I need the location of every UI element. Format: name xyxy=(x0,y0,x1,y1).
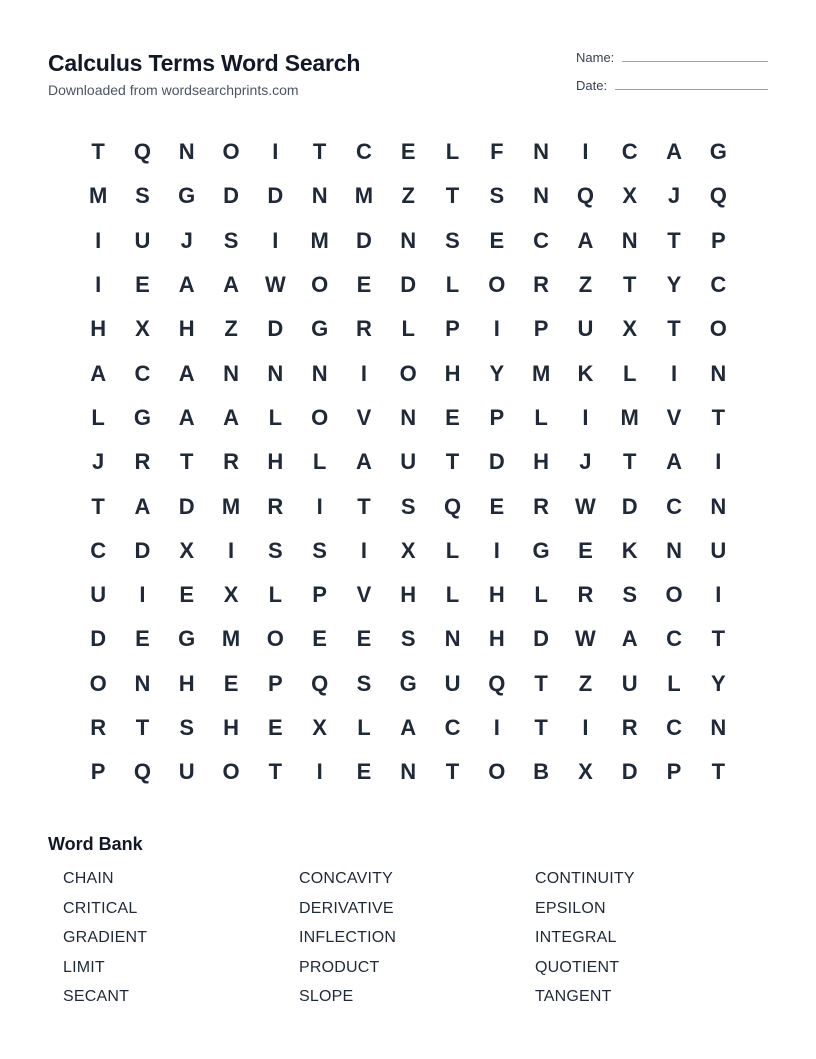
grid-cell: J xyxy=(180,227,193,253)
grid-cell: O xyxy=(311,404,329,430)
grid-cell: H xyxy=(400,582,417,608)
grid-cell: E xyxy=(400,139,416,165)
grid-cell: D xyxy=(178,493,195,519)
grid-cell: A xyxy=(134,493,151,519)
grid-cell: V xyxy=(356,404,372,430)
grid-cell: X xyxy=(622,183,638,209)
grid-cell: Q xyxy=(133,759,151,785)
grid-cell: R xyxy=(267,493,284,519)
grid-cell: T xyxy=(445,183,460,209)
grid-cell: U xyxy=(400,449,417,475)
grid-cell: R xyxy=(533,493,550,519)
grid-cell: K xyxy=(621,537,638,563)
grid-cell: L xyxy=(357,715,371,740)
grid-cell: T xyxy=(667,227,681,253)
grid-cell: D xyxy=(267,183,284,209)
word-bank-item: CHAIN xyxy=(63,870,114,887)
grid-cell: S xyxy=(622,582,638,608)
grid-cell: A xyxy=(223,404,239,430)
grid-cell: M xyxy=(88,183,108,209)
grid-cell: Z xyxy=(578,670,593,696)
word-bank-item: SECANT xyxy=(63,988,130,1006)
word-bank-item: QUOTIENT xyxy=(535,958,620,976)
grid-cell: R xyxy=(134,449,151,475)
grid-cell: N xyxy=(710,715,727,740)
grid-cell: V xyxy=(666,404,682,430)
grid-cell: U xyxy=(178,759,195,785)
grid-cell: H xyxy=(488,626,505,652)
grid-cell: O xyxy=(665,582,683,608)
grid-cell: L xyxy=(445,272,460,298)
grid-cell: D xyxy=(223,183,239,209)
grid-cell: D xyxy=(488,449,505,475)
grid-cell: L xyxy=(622,360,637,386)
grid-cell: O xyxy=(222,759,240,785)
grid-cell: T xyxy=(91,139,105,165)
grid-cell: O xyxy=(399,360,417,386)
word-bank-item: GRADIENT xyxy=(63,929,148,947)
grid-cell: N xyxy=(400,759,417,785)
grid-cell: T xyxy=(622,272,637,298)
grid-cell: C xyxy=(666,715,682,740)
grid-cell: E xyxy=(356,626,372,652)
grid-cell: G xyxy=(178,183,196,209)
grid-cell: T xyxy=(711,759,726,785)
grid-cell: P xyxy=(533,316,549,342)
grid-cell: H xyxy=(444,360,461,386)
grid-cell: Q xyxy=(709,183,727,209)
grid-cell: E xyxy=(489,493,505,519)
grid-cell: O xyxy=(311,272,329,298)
grid-cell: D xyxy=(400,272,417,298)
grid-cell: A xyxy=(666,449,682,475)
grid-cell: I xyxy=(582,715,589,740)
grid-cell: I xyxy=(360,537,367,563)
grid-cell: F xyxy=(490,139,504,165)
grid-cell: T xyxy=(135,715,150,740)
grid-cell: W xyxy=(575,493,596,519)
word-bank-item: CONCAVITY xyxy=(299,870,393,887)
grid-cell: H xyxy=(267,449,284,475)
grid-cell: U xyxy=(710,537,727,563)
grid-cell: E xyxy=(312,626,327,652)
grid-cell: Q xyxy=(443,493,462,519)
grid-cell: L xyxy=(312,449,327,475)
grid-cell: L xyxy=(445,139,460,165)
grid-cell: P xyxy=(312,582,327,608)
grid-cell: I xyxy=(316,759,323,785)
grid-cell: X xyxy=(223,582,239,608)
letter-grid xyxy=(76,130,740,794)
grid-cell: U xyxy=(134,227,151,253)
grid-cell: W xyxy=(575,626,596,652)
grid-cell: P xyxy=(267,670,283,696)
grid-cell: T xyxy=(711,404,726,430)
grid-cell: G xyxy=(532,537,550,563)
grid-cell: A xyxy=(400,715,417,740)
grid-cell: D xyxy=(134,537,151,563)
grid-cell: G xyxy=(399,670,417,696)
grid-cell: P xyxy=(666,759,682,785)
grid-cell: X xyxy=(179,537,195,563)
grid-cell: N xyxy=(311,183,328,209)
grid-cell: L xyxy=(401,316,415,342)
grid-cell: C xyxy=(666,493,682,519)
grid-cell: R xyxy=(355,316,372,342)
grid-cell: I xyxy=(582,139,589,165)
grid-cell: R xyxy=(223,449,239,475)
grid-cell: A xyxy=(178,272,195,298)
grid-cell: N xyxy=(621,227,638,253)
grid-cell: D xyxy=(621,493,638,519)
grid-cell: M xyxy=(310,227,329,253)
word-bank-item: SLOPE xyxy=(299,988,354,1006)
grid-cell: L xyxy=(534,582,548,608)
grid-cell: R xyxy=(90,715,107,740)
grid-cell: I xyxy=(139,582,146,608)
word-bank-item: INFLECTION xyxy=(299,929,397,947)
grid-cell: E xyxy=(135,272,150,298)
word-bank xyxy=(63,866,771,1014)
grid-cell: T xyxy=(445,759,460,785)
grid-cell: T xyxy=(534,670,548,696)
grid-cell: M xyxy=(354,183,374,209)
grid-cell: D xyxy=(267,316,284,342)
grid-cell: N xyxy=(444,626,461,652)
grid-cell: Z xyxy=(224,316,238,342)
grid-cell: Q xyxy=(576,183,594,209)
grid-cell: T xyxy=(312,139,327,165)
grid-cell: I xyxy=(95,227,102,253)
grid-cell: A xyxy=(666,139,682,165)
grid-cell: H xyxy=(488,582,505,608)
grid-cell: S xyxy=(223,227,239,253)
grid-cell: Q xyxy=(311,670,329,696)
grid-cell: T xyxy=(268,759,283,785)
grid-cell: C xyxy=(444,715,461,740)
grid-cell: O xyxy=(709,316,727,342)
page-title: Calculus Terms Word Search xyxy=(48,50,361,76)
grid-cell: P xyxy=(445,316,460,342)
grid-cell: H xyxy=(178,670,195,696)
grid-cell: Y xyxy=(710,670,726,696)
grid-cell: S xyxy=(445,227,460,253)
grid-cell: G xyxy=(311,316,329,342)
grid-cell: E xyxy=(223,670,239,696)
grid-cell: N xyxy=(134,670,151,696)
grid-cell: A xyxy=(621,626,638,652)
grid-cell: T xyxy=(622,449,637,475)
grid-cell: N xyxy=(533,183,550,209)
grid-cell: J xyxy=(92,449,105,475)
grid-cell: P xyxy=(489,404,505,430)
word-bank-item: LIMIT xyxy=(63,958,105,976)
name-label: Name: xyxy=(576,50,615,65)
grid-cell: N xyxy=(710,493,727,519)
grid-cell: Q xyxy=(488,670,506,696)
grid-cell: G xyxy=(178,626,196,652)
grid-cell: O xyxy=(488,759,506,785)
grid-cell: D xyxy=(533,626,550,652)
grid-cell: U xyxy=(90,582,107,608)
word-bank-item: INTEGRAL xyxy=(535,929,617,947)
date-line xyxy=(615,88,768,90)
grid-cell: I xyxy=(715,449,722,475)
grid-cell: J xyxy=(579,449,592,475)
grid-cell: X xyxy=(578,759,593,785)
grid-cell: Q xyxy=(133,139,151,165)
grid-cell: T xyxy=(445,449,460,475)
grid-cell: N xyxy=(178,139,195,165)
grid-cell: G xyxy=(133,404,151,430)
word-bank-item: TANGENT xyxy=(535,988,612,1006)
grid-cell: L xyxy=(445,537,460,563)
grid-cell: T xyxy=(667,316,681,342)
grid-cell: A xyxy=(355,449,372,475)
grid-cell: N xyxy=(533,139,550,165)
grid-cell: E xyxy=(135,626,150,652)
grid-cell: H xyxy=(223,715,239,740)
grid-cell: O xyxy=(266,626,284,652)
grid-cell: D xyxy=(621,759,638,785)
grid-cell: Z xyxy=(401,183,415,209)
grid-cell: Z xyxy=(578,272,593,298)
grid-cell: E xyxy=(356,759,372,785)
grid-cell: I xyxy=(715,582,722,608)
grid-cell: E xyxy=(489,227,505,253)
date-field xyxy=(576,78,768,93)
grid-cell: A xyxy=(577,227,594,253)
grid-cell: X xyxy=(622,316,638,342)
grid-cell: L xyxy=(268,404,283,430)
grid-cell: A xyxy=(223,272,239,298)
grid-cell: S xyxy=(489,183,505,209)
grid-cell: D xyxy=(90,626,107,652)
grid-cell: M xyxy=(221,626,241,652)
grid-cell: I xyxy=(670,360,678,386)
grid-cell: S xyxy=(400,493,416,519)
grid-cell: C xyxy=(710,272,727,298)
grid-cell: E xyxy=(356,272,372,298)
grid-cell: M xyxy=(620,404,639,430)
grid-cell: I xyxy=(272,139,279,165)
word-bank-title: Word Bank xyxy=(48,834,143,854)
grid-cell: C xyxy=(533,227,550,253)
grid-cell: H xyxy=(90,316,107,342)
word-bank-item: CONTINUITY xyxy=(535,870,635,887)
grid-cell: A xyxy=(178,360,195,386)
grid-cell: Y xyxy=(489,360,505,386)
grid-cell: K xyxy=(577,360,594,386)
grid-cell: L xyxy=(667,670,681,696)
word-bank-item: CRITICAL xyxy=(63,899,138,917)
grid-cell: P xyxy=(90,759,106,785)
grid-cell: T xyxy=(711,626,726,652)
grid-cell: W xyxy=(264,272,286,298)
grid-cell: H xyxy=(533,449,550,475)
word-bank-item: DERIVATIVE xyxy=(299,899,394,917)
grid-cell: N xyxy=(223,360,239,386)
grid-cell: X xyxy=(400,537,416,563)
date-label: Date: xyxy=(576,78,608,93)
grid-cell: A xyxy=(178,404,195,430)
grid-cell: S xyxy=(400,626,416,652)
grid-cell: N xyxy=(710,360,727,386)
grid-cell: I xyxy=(360,360,367,386)
grid-cell: S xyxy=(267,537,283,563)
grid-cell: R xyxy=(577,582,594,608)
grid-cell: L xyxy=(534,404,548,430)
grid-cell: T xyxy=(357,493,371,519)
grid-cell: X xyxy=(135,316,150,342)
grid-cell: R xyxy=(621,715,638,740)
grid-cell: C xyxy=(355,139,372,165)
grid-cell: S xyxy=(356,670,372,696)
grid-cell: U xyxy=(577,316,594,342)
grid-cell: I xyxy=(227,537,235,563)
grid-cell: E xyxy=(179,582,195,608)
grid-cell: N xyxy=(400,404,417,430)
grid-cell: L xyxy=(268,582,283,608)
grid-cell: N xyxy=(311,360,328,386)
grid-cell: C xyxy=(90,537,107,563)
grid-cell: V xyxy=(356,582,372,608)
grid-cell: O xyxy=(488,272,506,298)
grid-cell: N xyxy=(267,360,284,386)
grid-cell: D xyxy=(355,227,372,253)
grid-cell: S xyxy=(135,183,150,209)
grid-cell: I xyxy=(493,316,500,342)
grid-cell: U xyxy=(621,670,638,696)
grid-cell: S xyxy=(312,537,327,563)
grid-cell: L xyxy=(445,582,460,608)
word-bank-item: EPSILON xyxy=(535,899,606,917)
grid-cell: S xyxy=(179,715,195,740)
grid-cell: R xyxy=(533,272,550,298)
grid-cell: L xyxy=(91,404,105,430)
grid-cell: H xyxy=(178,316,195,342)
grid-cell: T xyxy=(91,493,105,519)
grid-cell: O xyxy=(89,670,107,696)
grid-cell: T xyxy=(180,449,194,475)
grid-cell: M xyxy=(221,493,241,519)
grid-cell: E xyxy=(267,715,283,740)
grid-cell: A xyxy=(90,360,107,386)
grid-cell: M xyxy=(531,360,551,386)
grid-cell: I xyxy=(316,493,323,519)
grid-cell: Y xyxy=(666,272,682,298)
grid-cell: P xyxy=(710,227,726,253)
name-line xyxy=(622,60,768,62)
grid-cell: I xyxy=(95,272,102,298)
grid-cell: J xyxy=(667,183,681,209)
word-bank-item: PRODUCT xyxy=(299,958,380,976)
grid-cell: I xyxy=(493,715,500,740)
grid-cell: E xyxy=(445,404,460,430)
grid-cell: G xyxy=(709,139,727,165)
grid-cell: C xyxy=(621,139,638,165)
grid-cell: C xyxy=(666,626,682,652)
grid-cell: C xyxy=(134,360,151,386)
grid-cell: O xyxy=(222,139,240,165)
grid-cell: N xyxy=(666,537,682,563)
grid-cell: I xyxy=(272,227,279,253)
grid-cell: T xyxy=(534,715,548,740)
name-field xyxy=(576,50,768,65)
grid-cell: X xyxy=(312,715,327,740)
grid-cell: E xyxy=(578,537,593,563)
grid-cell: I xyxy=(493,537,500,563)
grid-cell: I xyxy=(582,404,589,430)
grid-cell: U xyxy=(444,670,461,696)
grid-cell: B xyxy=(533,759,550,785)
grid-cell: N xyxy=(400,227,417,253)
page-subtitle: Downloaded from wordsearchprints.com xyxy=(48,82,299,98)
